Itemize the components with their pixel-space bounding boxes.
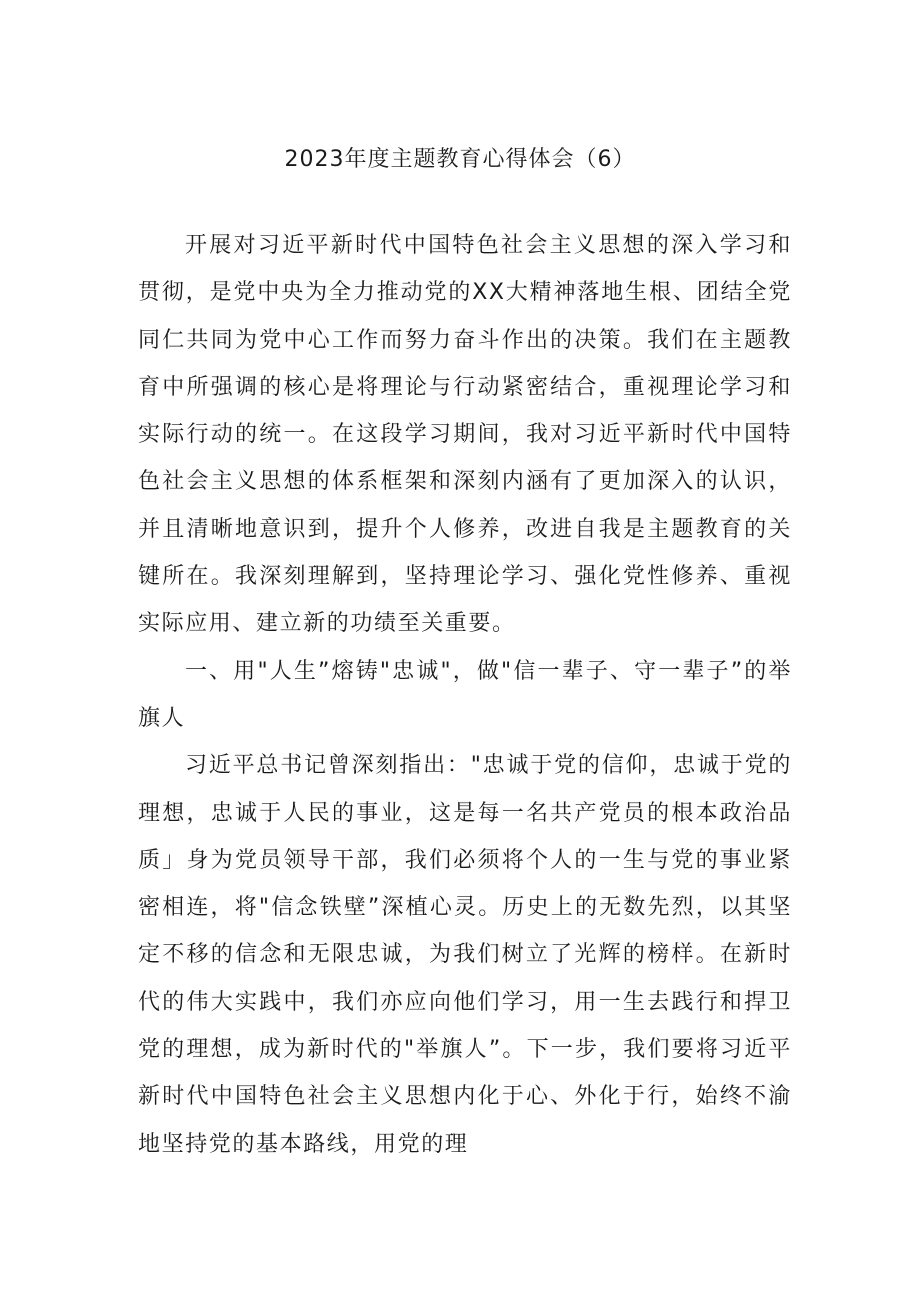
- section-heading-1: 一、用"人生”熔铸"忠诚"，做"信一辈子、守一辈子”的举旗人: [138, 658, 792, 731]
- document-body: [138, 222, 792, 1168]
- document-title: 2023年度主题教育心得体会（6）: [284, 147, 636, 172]
- body-paragraph-section-1: 习近平总书记曾深刻指出："忠诚于党的信仰，忠诚于党的理想，忠诚于人民的事业，这是每一名共产党员的根本政治品质」身为党员领导干部，我们必须将个人的一生与党的事业紧密相连，将"信念铁壁”深植心灵。历史上的无数先烈，以其坚定不移的信念和无限忠诚，为我们树立了光辉的榜样。在新时代的伟大实践中，我们亦应向他们学习，用一生去践行和捍卫党的理想，成为新时代的"举旗人”。下一步，我们要将习近平新时代中国特色社会主义思想内化于心、外化于行，始终不渝地坚持党的基本路线，用党的理: [138, 753, 792, 1157]
- body-paragraph-intro: 开展对习近平新时代中国特色社会主义思想的深入学习和贯彻，是党中央为全力推动党的XX大精神落地生根、团结全党同仁共同为党中心工作而努力奋斗作出的决策。我们在主题教育中所强调的核心是将理论与行动紧密结合，重视理论学习和实际行动的统一。在这段学习期间，我对习近平新时代中国特色社会主义思想的体系框架和深刻内涵有了更加深入的认识，并且清晰地意识到，提升个人修养，改进自我是主题教育的关键所在。我深刻理解到，坚持理论学习、强化党性修养、重视实际应用、建立新的功绩至关重要。: [138, 233, 792, 637]
